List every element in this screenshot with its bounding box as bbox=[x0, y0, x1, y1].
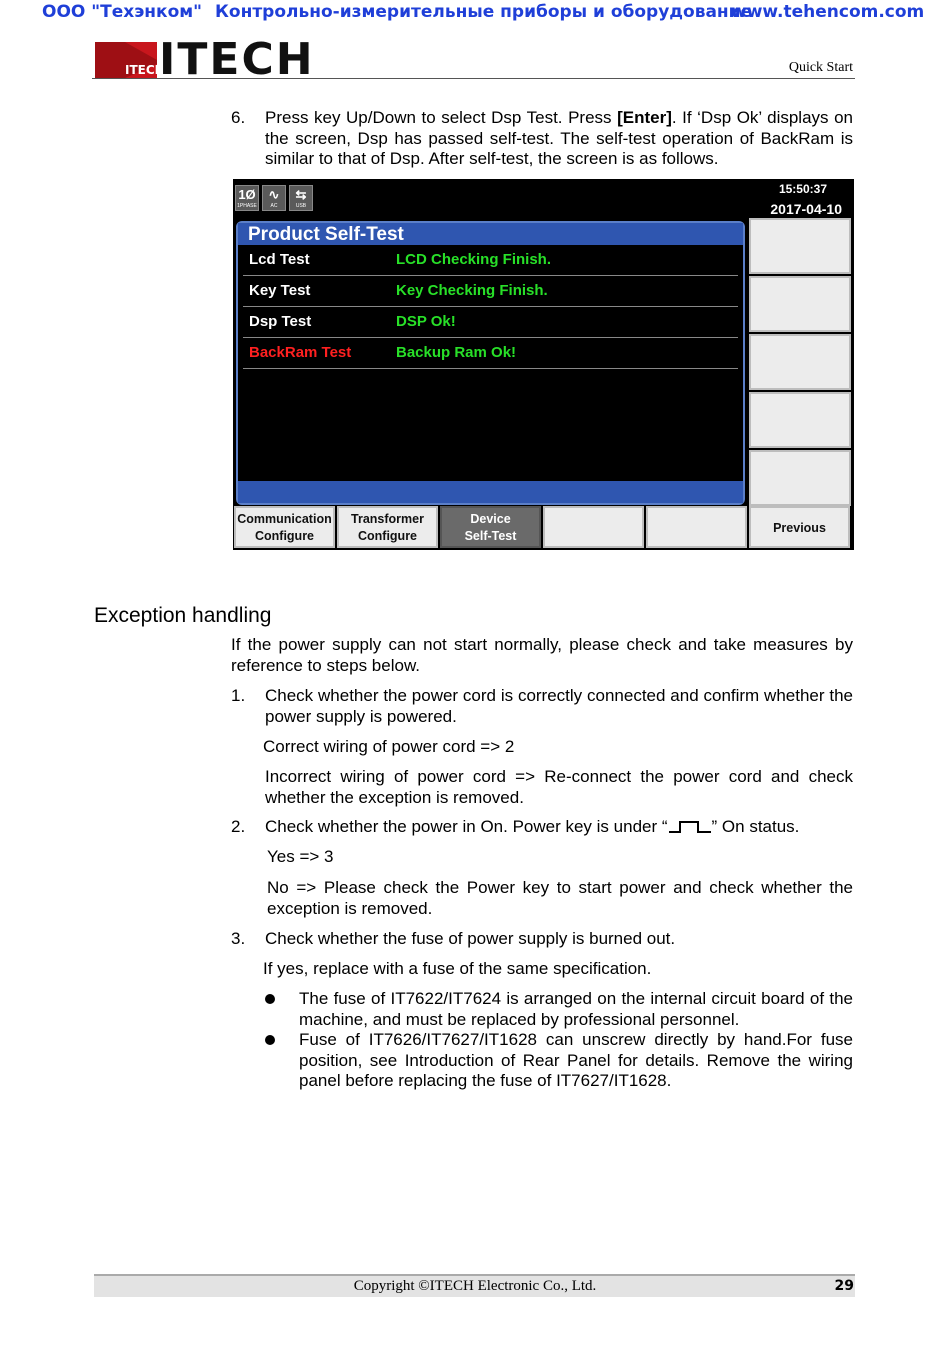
step-6-text bbox=[265, 108, 853, 170]
step-6-text-after: . If ‘Dsp Ok’ displays on the screen, Dsp has passed self-test. The self-test operation of BackRam is similar to that of Dsp. After self-test, the screen is as follows. bbox=[265, 108, 853, 168]
section-title: Exception handling bbox=[94, 604, 272, 627]
bullet-icon bbox=[265, 994, 275, 1004]
itech-logo bbox=[95, 34, 855, 85]
step-1-number: 1. bbox=[231, 686, 246, 705]
previous-button[interactable]: Previous bbox=[749, 506, 850, 548]
test-result: Backup Ram Ok! bbox=[396, 344, 517, 361]
test-name: Key Test bbox=[249, 282, 311, 299]
test-row-backram[interactable] bbox=[243, 338, 738, 369]
step-2-text bbox=[265, 817, 799, 838]
bullet-item-1: The fuse of IT7622/IT7624 is arranged on the internal circuit board of the machine, and must be replaced by professional personnel. bbox=[299, 989, 853, 1029]
step-6-text-before: Press key Up/Down to select Dsp Test. Press bbox=[265, 108, 618, 127]
enter-key-label: [Enter] bbox=[617, 108, 672, 127]
softkey-bar bbox=[233, 506, 854, 550]
power-on-symbol-icon bbox=[668, 820, 712, 834]
test-row-key[interactable] bbox=[243, 276, 738, 307]
usb-icon: ⇆ USB bbox=[289, 185, 313, 211]
side-softkey-2[interactable] bbox=[749, 276, 851, 332]
test-result: Key Checking Finish. bbox=[396, 282, 548, 299]
step-1-incorrect: Incorrect wiring of power cord => Re-connect the power cord and check whether the exception is removed. bbox=[265, 767, 853, 807]
side-softkey-1[interactable] bbox=[749, 218, 851, 274]
test-row-lcd[interactable] bbox=[243, 245, 738, 276]
step-3-text: Check whether the fuse of power supply is burned out. bbox=[265, 929, 676, 948]
side-softkey-3[interactable] bbox=[749, 334, 851, 390]
page-number: 29 bbox=[834, 1278, 854, 1294]
softkey-empty-4[interactable] bbox=[543, 506, 644, 548]
company-name: ООО "Техэнком" bbox=[42, 2, 203, 22]
panel-title: Product Self-Test bbox=[238, 223, 743, 245]
transformer-configure-button[interactable]: Transformer Configure bbox=[337, 506, 438, 548]
status-icons bbox=[235, 185, 313, 211]
company-url-link[interactable]: www.tehencom.com bbox=[731, 2, 925, 22]
bullet-icon bbox=[265, 1035, 275, 1045]
header-divider bbox=[92, 78, 855, 79]
step-2-text-before: Check whether the power in On. Power key is under “ bbox=[265, 817, 668, 836]
distributor-banner bbox=[0, 2, 950, 24]
itech-logo-badge-icon bbox=[95, 42, 165, 78]
logo-badge-text: ITECH bbox=[125, 63, 165, 77]
ac-icon: ∿ AC bbox=[262, 185, 286, 211]
side-softkey-4[interactable] bbox=[749, 392, 851, 448]
step-6-number: 6. bbox=[231, 108, 246, 127]
clock-time: 15:50:37 bbox=[778, 182, 827, 196]
panel-status-bar bbox=[238, 481, 743, 503]
test-name: Dsp Test bbox=[249, 313, 312, 330]
test-row-dsp[interactable] bbox=[243, 307, 738, 338]
intro-paragraph: If the power supply can not start normally, please check and take measures by reference to steps below. bbox=[231, 635, 853, 675]
communication-configure-button[interactable]: Communication Configure bbox=[234, 506, 335, 548]
company-description: Контрольно-измерительные приборы и оборудование bbox=[215, 2, 753, 22]
test-result: LCD Checking Finish. bbox=[396, 251, 552, 268]
step-1-correct: Correct wiring of power cord => 2 bbox=[263, 737, 515, 756]
step-1-text: Check whether the power cord is correctly connected and confirm whether the power supply is powered. bbox=[265, 686, 853, 726]
phase-icon: 1Ø 1PHASE bbox=[235, 185, 259, 211]
side-softkey-5[interactable] bbox=[749, 450, 851, 506]
bullet-item-2: Fuse of IT7626/IT7627/IT1628 can unscrew directly by hand.For fuse position, see Introduction of Rear Panel for details. Remove the wiring panel before replacing the fuse of IT7627/IT1628. bbox=[299, 1030, 853, 1090]
step-2-yes: Yes => 3 bbox=[267, 847, 334, 866]
self-test-panel bbox=[236, 221, 745, 505]
copyright: Copyright ©ITECH Electronic Co., Ltd. bbox=[353, 1278, 597, 1294]
softkey-empty-5[interactable] bbox=[646, 506, 747, 548]
section-header: Quick Start bbox=[788, 60, 853, 75]
test-name: Lcd Test bbox=[249, 251, 310, 268]
step-2-text-after: ” On status. bbox=[711, 817, 800, 836]
step-3-number: 3. bbox=[231, 929, 246, 948]
test-name-selected: BackRam Test bbox=[249, 344, 352, 361]
step-2-number: 2. bbox=[231, 817, 246, 836]
clock-date: 2017-04-10 bbox=[770, 201, 842, 217]
device-self-test-button[interactable]: Device Self-Test bbox=[440, 506, 541, 548]
logo-wordmark: ITECH bbox=[159, 34, 315, 85]
step-2-no: No => Please check the Power key to start power and check whether the exception is removed. bbox=[267, 878, 853, 918]
test-result: DSP Ok! bbox=[396, 313, 456, 330]
step-3-if-yes: If yes, replace with a fuse of the same specification. bbox=[263, 959, 652, 978]
instrument-screen bbox=[233, 179, 854, 550]
